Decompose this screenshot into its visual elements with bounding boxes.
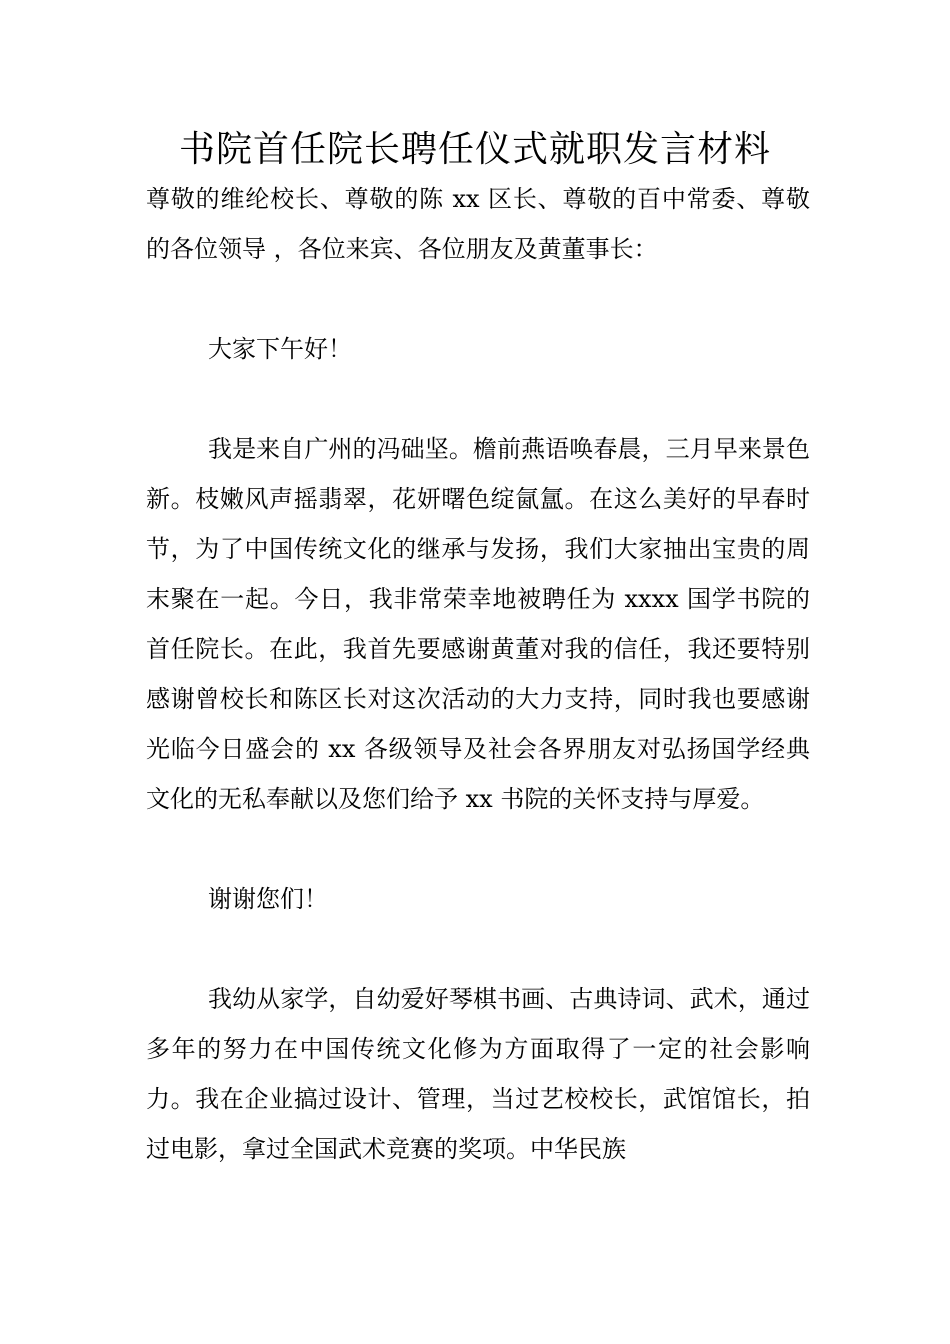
paragraph-spacer: [146, 274, 810, 324]
body-paragraph-1: 我是来自广州的冯础坚。檐前燕语唤春晨，三月早来景色新。枝嫩风声摇翡翠，花妍曙色绽氤氲。在这么美好的早春时节，为了中国传统文化的继承与发扬，我们大家抽出宝贵的周末聚在一起。今日，我非常荣幸地被聘任为 xxxx 国学书院的首任院长。在此，我首先要感谢黄董对我的信任，我还要特别感谢曾校长和陈区长对这次活动的大力支持，同时我也要感谢光临今日盛会的 xx 各级领导及社会各界朋友对弘扬国学经典文化的无私奉献以及您们给予 xx 书院的关怀支持与厚爱。: [146, 435, 810, 813]
paragraph-spacer: [146, 824, 810, 874]
greeting-paragraph: 大家下午好！: [208, 335, 352, 363]
document-title: 书院首任院长聘任仪式就职发言材料: [178, 129, 771, 170]
paragraph-spacer: [146, 924, 810, 974]
document-body: [146, 174, 810, 1174]
salutation-paragraph: 尊敬的维纶校长、尊敬的陈 xx 区长、尊敬的百中常委、尊敬的各位领导 ，各位来宾、各位朋友及黄董事长：: [146, 185, 810, 263]
thanks-paragraph: 谢谢您们！: [208, 885, 328, 913]
paragraph-spacer: [146, 374, 810, 424]
body-paragraph-2: 我幼从家学，自幼爱好琴棋书画、古典诗词、武术，通过多年的努力在中国传统文化修为方面取得了一定的社会影响力。我在企业搞过设计、管理，当过艺校校长，武馆馆长，拍过电影，拿过全国武术竞赛的奖项。中华民族: [146, 985, 810, 1163]
